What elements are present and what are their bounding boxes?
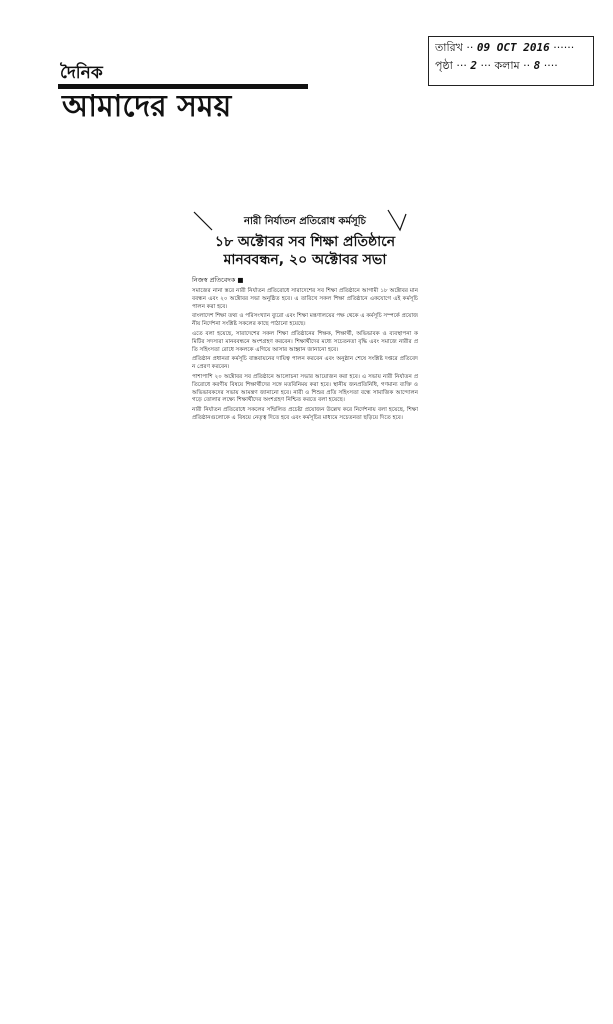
masthead-logo-text: আমাদের সময় bbox=[62, 89, 232, 124]
article-paragraph: পাশাপাশি ২০ অক্টোবর সব প্রতিষ্ঠানে আলোচনা সভার আয়োজন করা হবে। এ সভায় নারী নির্যাতন প্রতিরোধে করণীয় বিষয়ে শিক্ষার্থীদের সঙ্গে মতবিনিময় করা হবে। স্থানীয় জনপ্রতিনিধি, গণমান্য ব্যক্তি ও অভিভাবকদের সভায় আমন্ত্রণ জানানো হবে। নারী ও শিশুর প্রতি সহিংসতা বন্ধে সামাজিক আন্দোলন গড়ে তোলার লক্ষ্যে শিক্ষার্থীদের অংশগ্রহণ নিশ্চিত করতে বলা হয়েছে। bbox=[192, 373, 418, 404]
clipping-pen-strokes bbox=[188, 208, 422, 238]
article-kicker: নারী নির্যাতন প্রতিরোধ কর্মসূচি bbox=[244, 216, 366, 227]
masthead-prefix: দৈনিক bbox=[60, 63, 103, 83]
news-clipping bbox=[192, 214, 418, 425]
stamp-column-label: কলাম bbox=[494, 59, 520, 72]
stamp-page-label: পৃষ্ঠা bbox=[435, 59, 453, 72]
stamp-date-value: 09 OCT 2016 bbox=[476, 41, 550, 54]
stamp-page-row: পৃষ্ঠা ··· 2 ··· কলাম ·· 8 ···· bbox=[435, 59, 558, 72]
stamp-date-label: তারিখ bbox=[435, 41, 463, 54]
article-paragraph: প্রতিষ্ঠান প্রধানরা কর্মসূচি বাস্তবায়নের দায়িত্ব পালন করবেন এবং অনুষ্ঠান শেষে সংশ্লিষ্ট দপ্তরে প্রতিবেদন প্রেরণ করবেন। bbox=[192, 356, 418, 371]
archive-stamp bbox=[428, 36, 594, 86]
article-paragraph: এতে বলা হয়েছে, সারাদেশের সকল শিক্ষা প্রতিষ্ঠানের শিক্ষক, শিক্ষার্থী, অভিভাবক ও ব্যবস্থাপনা কমিটির সদস্যরা মানববন্ধনে অংশগ্রহণ করবেন। শিক্ষার্থীদের মধ্যে সচেতনতা বৃদ্ধি এবং সমাজে নারীর প্রতি সহিংসতা রোধে সকলকে এগিয়ে আসার আহ্বান জানানো হবে। bbox=[192, 330, 418, 353]
article-headline: ১৮ অক্টোবর সব শিক্ষা প্রতিষ্ঠানে মানববন্ধন, ২০ অক্টোবর সভা bbox=[214, 234, 396, 268]
article-byline: নিজস্ব প্রতিবেদক ■ bbox=[192, 276, 244, 284]
article-paragraph: বাংলাদেশ শিক্ষা তথ্য ও পরিসংখ্যান ব্যুরো এবং শিক্ষা মন্ত্রণালয়ের পক্ষ থেকে এ কর্মসূচি সম্পর্কে প্রয়োজনীয় নির্দেশনা সংশ্লিষ্ট সকলের কাছে পাঠানো হয়েছে। bbox=[192, 313, 418, 328]
stamp-column-value: 8 bbox=[533, 59, 541, 72]
article-paragraph: নারী নির্যাতন প্রতিরোধে সকলের সম্মিলিত প্রচেষ্টা প্রয়োজন উল্লেখ করে নির্দেশনায় বলা হয়েছে, শিক্ষা প্রতিষ্ঠানগুলোকে এ বিষয়ে নেতৃত্ব দিতে হবে এবং কর্মসূচির মাধ্যমে সচেতনতা ছড়িয়ে দিতে হবে। bbox=[192, 407, 418, 421]
masthead-logo bbox=[58, 80, 308, 124]
article-paragraph: সমাজের নানা স্তরে নারী নির্যাতন প্রতিরোধে সারাদেশের সব শিক্ষা প্রতিষ্ঠানে আগামী ১৮ অক্টোবর মানববন্ধন এবং ২০ অক্টোবর সভা অনুষ্ঠিত হবে। এ তারিখে সকল শিক্ষা প্রতিষ্ঠানে একযোগে এই কর্মসূচি পালন করা হবে। bbox=[192, 288, 418, 310]
stamp-page-value: 2 bbox=[470, 59, 477, 72]
stamp-date-row: তারিখ ·· 09 OCT 2016 ······ bbox=[435, 41, 575, 54]
